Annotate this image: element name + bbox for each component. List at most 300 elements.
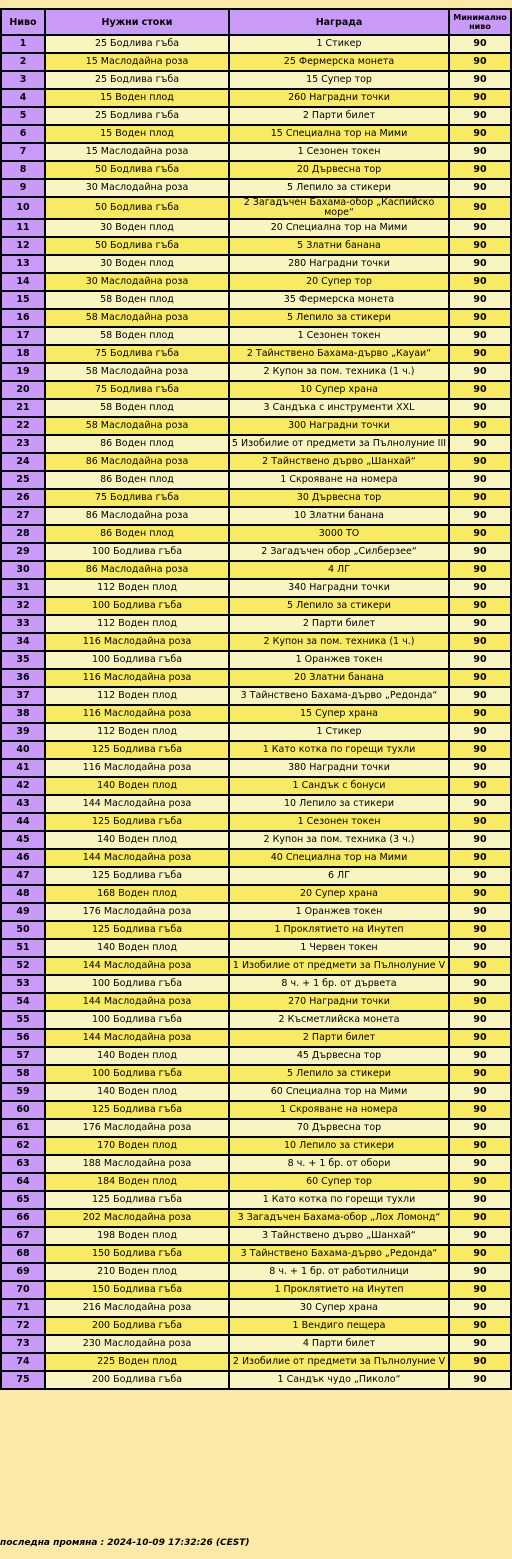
cell-reward: 60 Супер тор [229,1173,449,1191]
cell-min-level: 90 [449,1263,511,1281]
cell-reward: 2 Купон за пом. техника (3 ч.) [229,831,449,849]
table-row [1,921,511,939]
table-row [1,471,511,489]
cell-reward: 1 Сандък чудо „Пиколо“ [229,1371,449,1389]
cell-reward: 3 Загадъчен Бахама-обор „Лох Ломонд“ [229,1209,449,1227]
cell-min-level: 90 [449,197,511,219]
cell-required-goods: 58 Воден плод [45,291,229,309]
cell-level: 24 [1,453,45,471]
cell-required-goods: 86 Воден плод [45,435,229,453]
table-row [1,89,511,107]
cell-level: 44 [1,813,45,831]
table-row [1,1011,511,1029]
cell-level: 14 [1,273,45,291]
table-row [1,651,511,669]
cell-reward: 280 Наградни точки [229,255,449,273]
table-row [1,1353,511,1371]
cell-reward: 270 Наградни точки [229,993,449,1011]
cell-level: 16 [1,309,45,327]
table-row [1,489,511,507]
table-row [1,849,511,867]
cell-reward: 300 Наградни точки [229,417,449,435]
cell-reward: 380 Наградни точки [229,759,449,777]
table-row [1,1119,511,1137]
cell-min-level: 90 [449,1065,511,1083]
cell-required-goods: 140 Воден плод [45,777,229,795]
cell-level: 63 [1,1155,45,1173]
cell-min-level: 90 [449,107,511,125]
cell-required-goods: 188 Маслодайна роза [45,1155,229,1173]
table-row [1,309,511,327]
cell-min-level: 90 [449,1209,511,1227]
cell-required-goods: 230 Маслодайна роза [45,1335,229,1353]
cell-level: 31 [1,579,45,597]
cell-required-goods: 30 Воден плод [45,219,229,237]
cell-level: 47 [1,867,45,885]
cell-min-level: 90 [449,1245,511,1263]
cell-min-level: 90 [449,939,511,957]
table-row [1,759,511,777]
table-row [1,143,511,161]
cell-reward: 1 Като котка по горещи тухли [229,1191,449,1209]
cell-level: 30 [1,561,45,579]
table-row [1,107,511,125]
cell-reward: 340 Наградни точки [229,579,449,597]
cell-min-level: 90 [449,957,511,975]
cell-required-goods: 140 Воден плод [45,831,229,849]
cell-min-level: 90 [449,255,511,273]
cell-level: 55 [1,1011,45,1029]
table-row [1,993,511,1011]
table-row [1,1173,511,1191]
cell-reward: 2 Изобилие от предмети за Пълнолуние V [229,1353,449,1371]
cell-required-goods: 112 Воден плод [45,687,229,705]
cell-level: 12 [1,237,45,255]
cell-reward: 8 ч. + 1 бр. от обори [229,1155,449,1173]
cell-required-goods: 15 Маслодайна роза [45,53,229,71]
cell-required-goods: 25 Бодлива гъба [45,35,229,53]
cell-reward: 1 Скрояване на номера [229,471,449,489]
cell-required-goods: 25 Бодлива гъба [45,107,229,125]
header-required-goods: Нужни стоки [45,9,229,35]
cell-min-level: 90 [449,179,511,197]
cell-min-level: 90 [449,381,511,399]
cell-reward: 1 Проклятието на Инутеп [229,1281,449,1299]
cell-min-level: 90 [449,1137,511,1155]
cell-min-level: 90 [449,309,511,327]
cell-required-goods: 144 Маслодайна роза [45,795,229,813]
cell-required-goods: 75 Бодлива гъба [45,345,229,363]
cell-level: 25 [1,471,45,489]
cell-required-goods: 176 Маслодайна роза [45,1119,229,1137]
table-row [1,35,511,53]
cell-reward: 20 Специална тор на Мими [229,219,449,237]
cell-min-level: 90 [449,1083,511,1101]
cell-min-level: 90 [449,633,511,651]
cell-min-level: 90 [449,363,511,381]
cell-reward: 3 Тайнствено Бахама-дърво „Редонда“ [229,1245,449,1263]
cell-min-level: 90 [449,219,511,237]
table-row [1,1299,511,1317]
last-modified-note: последна промяна : 2024-10-09 17:32:26 (CEST) [0,1538,250,1548]
cell-required-goods: 116 Маслодайна роза [45,705,229,723]
cell-level: 57 [1,1047,45,1065]
cell-reward: 4 ЛГ [229,561,449,579]
table-row [1,237,511,255]
cell-required-goods: 112 Воден плод [45,579,229,597]
cell-required-goods: 225 Воден плод [45,1353,229,1371]
table-row [1,777,511,795]
table-row [1,1317,511,1335]
cell-min-level: 90 [449,1119,511,1137]
cell-level: 35 [1,651,45,669]
cell-min-level: 90 [449,345,511,363]
table-row [1,327,511,345]
rewards-table [0,8,512,1390]
cell-level: 66 [1,1209,45,1227]
cell-level: 52 [1,957,45,975]
header-level: Ниво [1,9,45,35]
table-row [1,1191,511,1209]
cell-required-goods: 144 Маслодайна роза [45,957,229,975]
cell-min-level: 90 [449,1155,511,1173]
cell-reward: 25 Фермерска монета [229,53,449,71]
cell-min-level: 90 [449,1371,511,1389]
cell-level: 61 [1,1119,45,1137]
table-row [1,687,511,705]
cell-min-level: 90 [449,759,511,777]
cell-level: 71 [1,1299,45,1317]
cell-min-level: 90 [449,1101,511,1119]
table-row [1,381,511,399]
table-row [1,273,511,291]
cell-min-level: 90 [449,71,511,89]
cell-required-goods: 168 Воден плод [45,885,229,903]
cell-required-goods: 140 Воден плод [45,939,229,957]
cell-reward: 5 Лепило за стикери [229,309,449,327]
table-row [1,597,511,615]
cell-level: 1 [1,35,45,53]
cell-reward: 15 Супер тор [229,71,449,89]
cell-required-goods: 86 Маслодайна роза [45,507,229,525]
cell-required-goods: 125 Бодлива гъба [45,741,229,759]
table-row [1,1047,511,1065]
cell-min-level: 90 [449,777,511,795]
table-row [1,795,511,813]
cell-required-goods: 86 Маслодайна роза [45,453,229,471]
table-row [1,1263,511,1281]
cell-reward: 2 Купон за пом. техника (1 ч.) [229,633,449,651]
table-row [1,543,511,561]
cell-level: 3 [1,71,45,89]
cell-required-goods: 116 Маслодайна роза [45,633,229,651]
cell-reward: 8 ч. + 1 бр. от дървета [229,975,449,993]
cell-min-level: 90 [449,489,511,507]
cell-reward: 1 Стикер [229,723,449,741]
cell-reward: 1 Сезонен токен [229,327,449,345]
cell-required-goods: 100 Бодлива гъба [45,597,229,615]
cell-reward: 20 Златни банана [229,669,449,687]
cell-level: 13 [1,255,45,273]
cell-level: 10 [1,197,45,219]
table-row [1,975,511,993]
cell-required-goods: 100 Бодлива гъба [45,975,229,993]
cell-reward: 30 Супер храна [229,1299,449,1317]
cell-required-goods: 144 Маслодайна роза [45,849,229,867]
cell-required-goods: 150 Бодлива гъба [45,1245,229,1263]
cell-min-level: 90 [449,975,511,993]
cell-level: 68 [1,1245,45,1263]
cell-min-level: 90 [449,291,511,309]
cell-reward: 45 Дървесна тор [229,1047,449,1065]
cell-min-level: 90 [449,795,511,813]
table-row [1,939,511,957]
table-row [1,255,511,273]
table-row [1,1371,511,1389]
table-row [1,399,511,417]
cell-reward: 10 Златни банана [229,507,449,525]
cell-reward: 2 Загадъчен Бахама-обор „Каспийско море“ [229,197,449,219]
table-row [1,291,511,309]
cell-reward: 5 Лепило за стикери [229,1065,449,1083]
cell-reward: 8 ч. + 1 бр. от работилници [229,1263,449,1281]
cell-level: 6 [1,125,45,143]
cell-reward: 260 Наградни точки [229,89,449,107]
cell-reward: 70 Дървесна тор [229,1119,449,1137]
cell-level: 11 [1,219,45,237]
cell-required-goods: 58 Воден плод [45,327,229,345]
cell-required-goods: 140 Воден плод [45,1047,229,1065]
cell-min-level: 90 [449,903,511,921]
cell-required-goods: 15 Воден плод [45,89,229,107]
cell-level: 75 [1,1371,45,1389]
cell-level: 40 [1,741,45,759]
table-row [1,1227,511,1245]
cell-min-level: 90 [449,579,511,597]
cell-reward: 1 Оранжев токен [229,903,449,921]
cell-reward: 2 Тайнствено дърво „Шанхай“ [229,453,449,471]
cell-level: 2 [1,53,45,71]
cell-required-goods: 116 Маслодайна роза [45,759,229,777]
cell-reward: 6 ЛГ [229,867,449,885]
cell-required-goods: 15 Воден плод [45,125,229,143]
cell-required-goods: 210 Воден плод [45,1263,229,1281]
table-row [1,53,511,71]
cell-level: 51 [1,939,45,957]
cell-min-level: 90 [449,1173,511,1191]
cell-reward: 4 Парти билет [229,1335,449,1353]
cell-level: 37 [1,687,45,705]
cell-level: 26 [1,489,45,507]
cell-level: 53 [1,975,45,993]
cell-required-goods: 30 Маслодайна роза [45,179,229,197]
cell-min-level: 90 [449,125,511,143]
cell-min-level: 90 [449,1317,511,1335]
cell-level: 48 [1,885,45,903]
cell-required-goods: 125 Бодлива гъба [45,813,229,831]
cell-reward: 10 Лепило за стикери [229,795,449,813]
cell-reward: 1 Проклятието на Инутеп [229,921,449,939]
table-body [1,35,511,1389]
cell-reward: 1 Стикер [229,35,449,53]
table-row [1,179,511,197]
table-row [1,1101,511,1119]
table-row [1,831,511,849]
cell-level: 42 [1,777,45,795]
cell-min-level: 90 [449,1047,511,1065]
table-row [1,1137,511,1155]
cell-reward: 1 Като котка по горещи тухли [229,741,449,759]
cell-level: 23 [1,435,45,453]
cell-required-goods: 150 Бодлива гъба [45,1281,229,1299]
cell-reward: 20 Супер тор [229,273,449,291]
cell-required-goods: 50 Бодлива гъба [45,161,229,179]
cell-required-goods: 125 Бодлива гъба [45,921,229,939]
cell-level: 32 [1,597,45,615]
cell-level: 58 [1,1065,45,1083]
table-row [1,1155,511,1173]
cell-required-goods: 198 Воден плод [45,1227,229,1245]
cell-reward: 10 Супер храна [229,381,449,399]
cell-min-level: 90 [449,161,511,179]
cell-level: 46 [1,849,45,867]
cell-min-level: 90 [449,525,511,543]
table-row [1,363,511,381]
cell-level: 65 [1,1191,45,1209]
cell-min-level: 90 [449,993,511,1011]
cell-required-goods: 58 Воден плод [45,399,229,417]
cell-min-level: 90 [449,669,511,687]
cell-min-level: 90 [449,399,511,417]
cell-required-goods: 125 Бодлива гъба [45,1191,229,1209]
table-row [1,1083,511,1101]
cell-min-level: 90 [449,89,511,107]
cell-required-goods: 125 Бодлива гъба [45,867,229,885]
cell-level: 72 [1,1317,45,1335]
cell-level: 17 [1,327,45,345]
cell-reward: 3 Сандъка с инструменти XXL [229,399,449,417]
cell-reward: 40 Специална тор на Мими [229,849,449,867]
cell-level: 19 [1,363,45,381]
cell-level: 54 [1,993,45,1011]
table-row [1,345,511,363]
cell-level: 36 [1,669,45,687]
cell-reward: 5 Лепило за стикери [229,597,449,615]
cell-reward: 5 Златни банана [229,237,449,255]
cell-required-goods: 100 Бодлива гъба [45,1011,229,1029]
cell-reward: 2 Парти билет [229,1029,449,1047]
cell-reward: 1 Сандък с бонуси [229,777,449,795]
cell-min-level: 90 [449,813,511,831]
cell-min-level: 90 [449,35,511,53]
cell-reward: 1 Сезонен токен [229,143,449,161]
table-row [1,903,511,921]
cell-required-goods: 202 Маслодайна роза [45,1209,229,1227]
cell-min-level: 90 [449,1335,511,1353]
cell-required-goods: 125 Бодлива гъба [45,1101,229,1119]
table-row [1,615,511,633]
header-reward: Награда [229,9,449,35]
cell-level: 69 [1,1263,45,1281]
table-row [1,705,511,723]
cell-level: 56 [1,1029,45,1047]
cell-required-goods: 112 Воден плод [45,723,229,741]
cell-reward: 3 Тайнствено Бахама-дърво „Редонда“ [229,687,449,705]
cell-reward: 2 Късметлийска монета [229,1011,449,1029]
cell-min-level: 90 [449,53,511,71]
cell-reward: 15 Супер храна [229,705,449,723]
cell-reward: 3 Тайнствено дърво „Шанхай“ [229,1227,449,1245]
cell-min-level: 90 [449,615,511,633]
cell-reward: 60 Специална тор на Мими [229,1083,449,1101]
cell-level: 70 [1,1281,45,1299]
cell-reward: 1 Скрояване на номера [229,1101,449,1119]
cell-level: 22 [1,417,45,435]
cell-min-level: 90 [449,921,511,939]
cell-min-level: 90 [449,867,511,885]
rewards-table-container [0,8,510,1390]
cell-min-level: 90 [449,723,511,741]
cell-min-level: 90 [449,417,511,435]
table-row [1,633,511,651]
cell-reward: 30 Дървесна тор [229,489,449,507]
cell-min-level: 90 [449,273,511,291]
cell-level: 49 [1,903,45,921]
table-row [1,741,511,759]
cell-min-level: 90 [449,143,511,161]
cell-reward: 20 Дървесна тор [229,161,449,179]
cell-min-level: 90 [449,237,511,255]
cell-level: 38 [1,705,45,723]
cell-min-level: 90 [449,1281,511,1299]
table-row [1,813,511,831]
cell-level: 28 [1,525,45,543]
table-header-row [1,9,511,35]
cell-required-goods: 86 Воден плод [45,525,229,543]
cell-min-level: 90 [449,435,511,453]
cell-min-level: 90 [449,705,511,723]
cell-min-level: 90 [449,597,511,615]
cell-level: 59 [1,1083,45,1101]
cell-level: 33 [1,615,45,633]
cell-level: 9 [1,179,45,197]
cell-required-goods: 25 Бодлива гъба [45,71,229,89]
table-row [1,1209,511,1227]
cell-required-goods: 116 Маслодайна роза [45,669,229,687]
cell-reward: 1 Червен токен [229,939,449,957]
cell-min-level: 90 [449,1353,511,1371]
cell-reward: 3000 ТО [229,525,449,543]
cell-level: 8 [1,161,45,179]
cell-min-level: 90 [449,1227,511,1245]
table-row [1,1245,511,1263]
cell-level: 60 [1,1101,45,1119]
cell-reward: 1 Сезонен токен [229,813,449,831]
table-row [1,197,511,219]
table-row [1,161,511,179]
cell-level: 7 [1,143,45,161]
cell-level: 73 [1,1335,45,1353]
cell-min-level: 90 [449,1299,511,1317]
table-row [1,453,511,471]
cell-required-goods: 86 Маслодайна роза [45,561,229,579]
cell-min-level: 90 [449,849,511,867]
table-row [1,957,511,975]
table-row [1,435,511,453]
cell-reward: 10 Лепило за стикери [229,1137,449,1155]
cell-level: 41 [1,759,45,777]
cell-level: 18 [1,345,45,363]
